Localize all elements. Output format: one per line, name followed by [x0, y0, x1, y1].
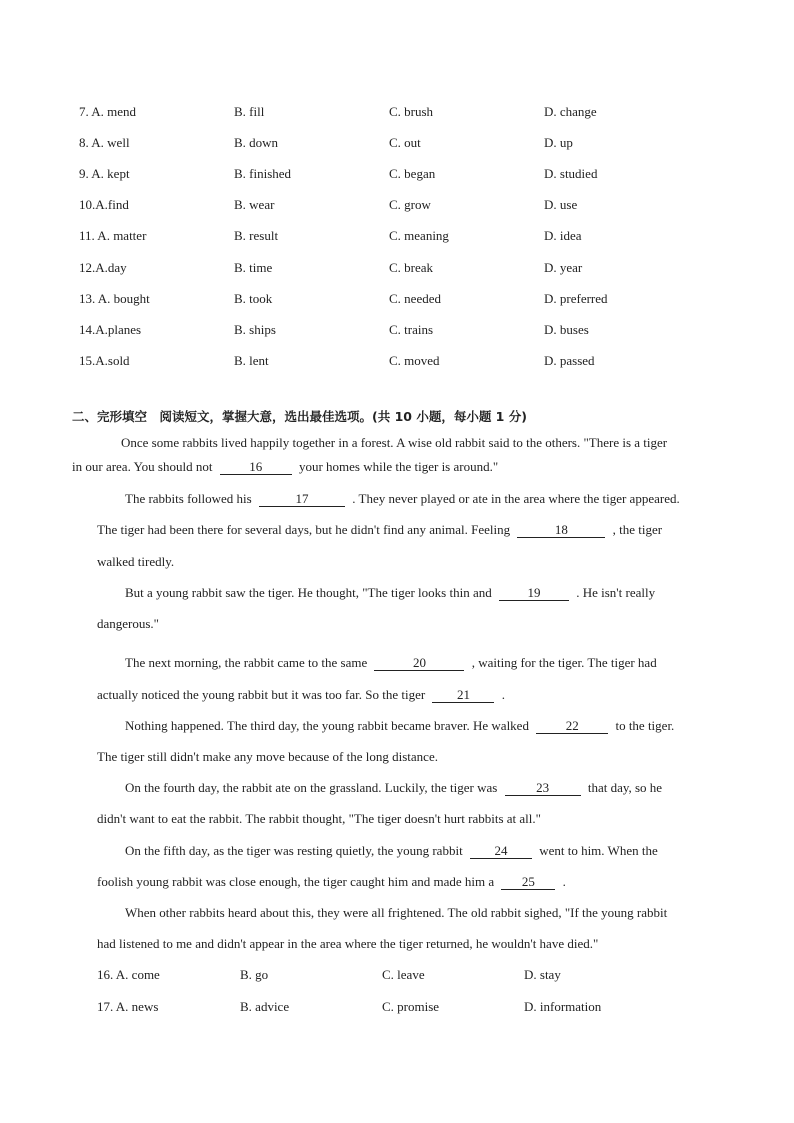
option-a: 9. A. kept — [79, 166, 130, 181]
option-b: B. fill — [234, 104, 265, 119]
passage-text: your homes while the tiger is around." — [298, 459, 499, 474]
option-b: B. time — [234, 260, 273, 275]
option-row-13 — [0, 291, 794, 311]
blank-25: 25 — [501, 875, 555, 890]
option-b: B. lent — [234, 353, 269, 368]
option-c: C. meaning — [389, 228, 449, 243]
passage-line — [125, 780, 662, 796]
option-row-10 — [0, 197, 794, 217]
blank-22: 22 — [536, 719, 608, 734]
passage-text: . He isn't really — [576, 585, 656, 600]
passage-text: didn't want to eat the rabbit. The rabbit thought, "The tiger doesn't hurt rabbits at all." — [97, 811, 541, 826]
option-b: B. finished — [234, 166, 292, 181]
passage-text: Once some rabbits lived happily together in a forest. A wise old rabbit said to the others. "There is a tiger — [121, 435, 668, 450]
passage-line — [125, 655, 657, 671]
passage-line — [125, 843, 658, 859]
passage-line — [97, 749, 438, 765]
option-b: B. took — [234, 291, 273, 306]
option-c: C. began — [389, 166, 436, 181]
blank-23: 23 — [505, 781, 581, 796]
passage-text: , the tiger — [612, 522, 663, 537]
option-c: C. out — [389, 135, 421, 150]
option-b: B. down — [234, 135, 279, 150]
option-c: C. promise — [382, 999, 440, 1014]
passage-line — [125, 585, 655, 601]
section-heading: 二、完形填空 阅读短文，掌握大意，选出最佳选项。(共 10 小题，每小题 1 分) — [72, 409, 527, 424]
option-b: B. advice — [240, 999, 290, 1014]
option-d: D. studied — [544, 166, 598, 181]
passage-text: dangerous." — [97, 616, 159, 631]
passage-text: . They never played or ate in the area where the tiger appeared. — [352, 491, 680, 506]
passage-line — [125, 718, 674, 734]
option-a: 16. A. come — [97, 967, 160, 982]
option-row-12 — [0, 260, 794, 280]
passage-text: went to him. When the — [539, 843, 658, 858]
passage-text: The next morning, the rabbit came to the same — [125, 655, 368, 670]
option-d: D. stay — [524, 967, 561, 982]
option-d: D. information — [524, 999, 602, 1014]
passage-text: that day, so he — [587, 780, 663, 795]
option-a: 14.A.planes — [79, 322, 142, 337]
option-c: C. moved — [389, 353, 440, 368]
passage-text: The rabbits followed his — [125, 491, 252, 506]
passage-text: The tiger still didn't make any move because of the long distance. — [97, 749, 438, 764]
blank-20: 20 — [374, 656, 464, 671]
passage-line — [97, 554, 174, 570]
option-d: D. preferred — [544, 291, 608, 306]
option-c: C. brush — [389, 104, 434, 119]
option-d: D. passed — [544, 353, 595, 368]
option-row-9 — [0, 166, 794, 186]
passage-line — [125, 491, 680, 507]
passage-line — [125, 905, 667, 921]
passage-text: to the tiger. — [615, 718, 675, 733]
option-b: B. result — [234, 228, 279, 243]
option-b: B. ships — [234, 322, 276, 337]
passage-line — [97, 687, 505, 703]
option-a: 13. A. bought — [79, 291, 150, 306]
blank-16: 16 — [220, 460, 292, 475]
option-a: 7. A. mend — [79, 104, 137, 119]
option-d: D. idea — [544, 228, 582, 243]
passage-text: foolish young rabbit was close enough, the tiger caught him and made him a — [97, 874, 495, 889]
option-b: B. wear — [234, 197, 275, 212]
option-a: 12.A.day — [79, 260, 127, 275]
blank-18: 18 — [517, 523, 605, 538]
passage-line — [72, 459, 498, 475]
passage-text: actually noticed the young rabbit but it was too far. So the tiger — [97, 687, 426, 702]
option-row-14 — [0, 322, 794, 342]
option-a: 11. A. matter — [79, 228, 147, 243]
blank-17: 17 — [259, 492, 345, 507]
blank-21: 21 — [432, 688, 494, 703]
passage-text: When other rabbits heard about this, they were all frightened. The old rabbit sighed, "If the young rabbit — [125, 905, 668, 920]
option-a: 8. A. well — [79, 135, 130, 150]
passage-line — [97, 811, 541, 827]
option-row-7 — [0, 104, 794, 124]
passage-line — [97, 936, 598, 952]
option-a: 15.A.sold — [79, 353, 130, 368]
option-d: D. year — [544, 260, 583, 275]
option-row-17 — [0, 999, 794, 1019]
option-row-16 — [0, 967, 794, 987]
passage-line — [97, 616, 159, 632]
option-a: 17. A. news — [97, 999, 159, 1014]
option-c: C. trains — [389, 322, 434, 337]
passage-text: , waiting for the tiger. The tiger had — [471, 655, 657, 670]
option-row-8 — [0, 135, 794, 155]
option-d: D. change — [544, 104, 597, 119]
option-c: C. break — [389, 260, 434, 275]
passage-text: . — [501, 687, 505, 702]
option-d: D. buses — [544, 322, 589, 337]
option-d: D. use — [544, 197, 578, 212]
option-row-15 — [0, 353, 794, 373]
passage-text: walked tiredly. — [97, 554, 175, 569]
passage-text: On the fourth day, the rabbit ate on the grassland. Luckily, the tiger was — [125, 780, 498, 795]
option-row-11 — [0, 228, 794, 248]
option-d: D. up — [544, 135, 573, 150]
passage-text: in our area. You should not — [72, 459, 213, 474]
passage-line — [97, 874, 566, 890]
option-c: C. leave — [382, 967, 425, 982]
option-a: 10.A.find — [79, 197, 129, 212]
passage-line — [121, 435, 667, 451]
passage-text: Nothing happened. The third day, the young rabbit became braver. He walked — [125, 718, 529, 733]
option-b: B. go — [240, 967, 269, 982]
passage-text: . — [562, 874, 566, 889]
passage-text: The tiger had been there for several days, but he didn't find any animal. Feeling — [97, 522, 511, 537]
blank-19: 19 — [499, 586, 569, 601]
passage-text: But a young rabbit saw the tiger. He thought, "The tiger looks thin and — [125, 585, 492, 600]
option-c: C. needed — [389, 291, 441, 306]
passage-line — [97, 522, 662, 538]
passage-text: On the fifth day, as the tiger was resting quietly, the young rabbit — [125, 843, 463, 858]
option-c: C. grow — [389, 197, 431, 212]
blank-24: 24 — [470, 844, 532, 859]
passage-text: had listened to me and didn't appear in the area where the tiger returned, he wouldn't have died." — [97, 936, 599, 951]
